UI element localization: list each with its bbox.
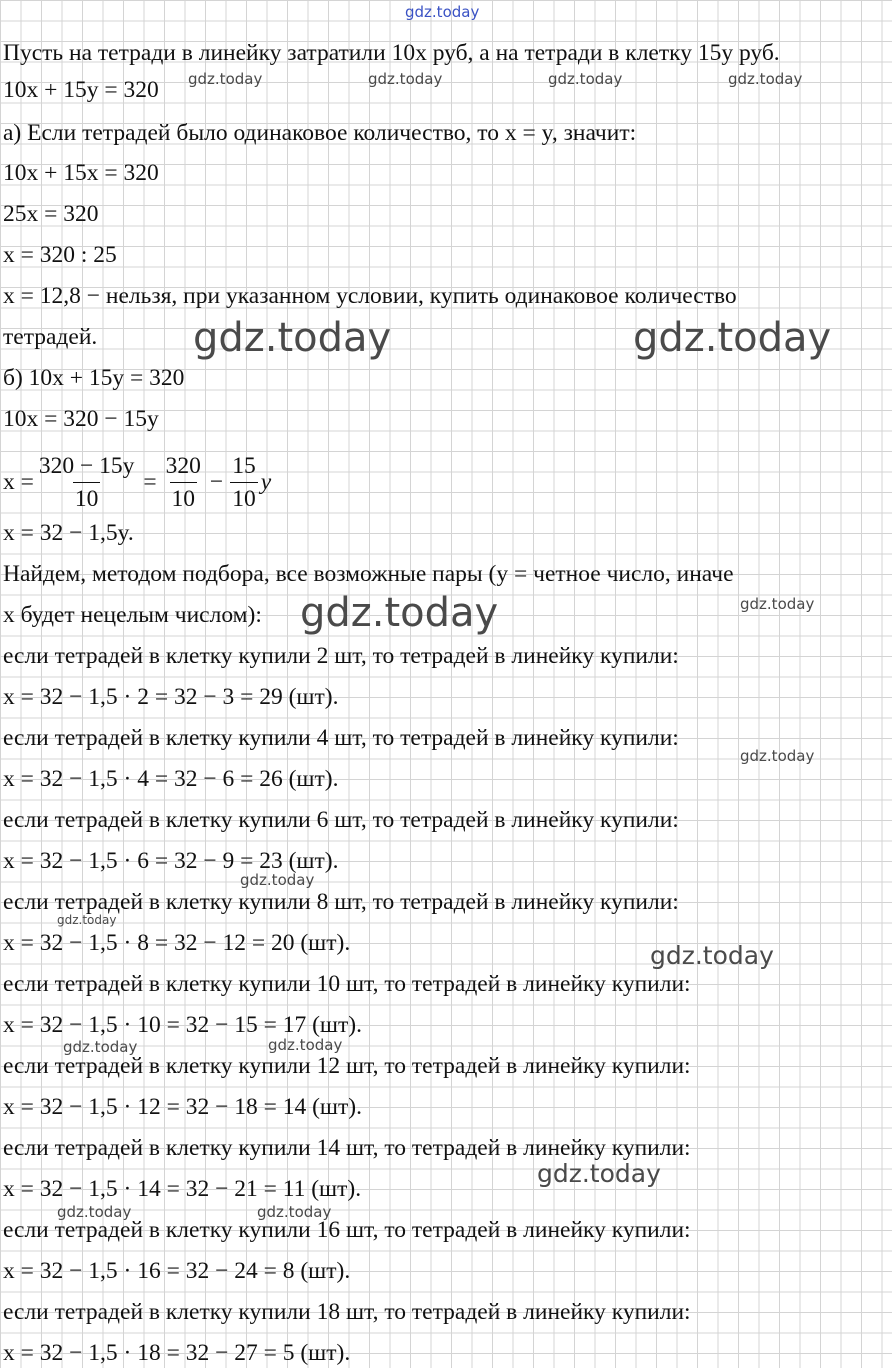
watermark: gdz.today bbox=[368, 70, 443, 88]
pair-answer: x = 32 − 1,5 · 2 = 32 − 3 = 29 (шт). bbox=[3, 684, 339, 710]
fraction-2-numerator: 320 bbox=[165, 452, 201, 479]
watermark: gdz.today bbox=[633, 315, 832, 361]
text-line: Найдем, методом подбора, все возможные пары (y = четное число, иначе bbox=[3, 561, 734, 587]
fraction-equation bbox=[3, 447, 271, 517]
pair-answer: x = 32 − 1,5 · 6 = 32 − 9 = 23 (шт). bbox=[3, 848, 339, 874]
minus-sign: − bbox=[209, 468, 224, 495]
fraction-1-denominator: 10 bbox=[73, 482, 101, 513]
watermark: gdz.today bbox=[257, 1203, 332, 1221]
watermark: gdz.today bbox=[240, 871, 315, 889]
pair-question: если тетрадей в клетку купили 8 шт, то тетрадей в линейку купили: bbox=[3, 889, 679, 915]
pair-answer: x = 32 − 1,5 · 16 = 32 − 24 = 8 (шт). bbox=[3, 1258, 351, 1284]
watermark: gdz.today bbox=[548, 70, 623, 88]
fraction-3-numerator: 15 bbox=[232, 452, 256, 479]
pair-question: если тетрадей в клетку купили 4 шт, то тетрадей в линейку купили: bbox=[3, 725, 679, 751]
watermark: gdz.today bbox=[188, 70, 263, 88]
text-line: тетрадей. bbox=[3, 324, 98, 350]
fraction-1 bbox=[37, 452, 137, 513]
pair-question: если тетрадей в клетку купили 10 шт, то тетрадей в линейку купили: bbox=[3, 971, 691, 997]
watermark: gdz.today bbox=[537, 1159, 661, 1188]
fraction-variable: y bbox=[260, 468, 272, 495]
watermark: gdz.today bbox=[650, 941, 774, 970]
equation-line: 25x = 320 bbox=[3, 201, 99, 227]
equation-line: 10x + 15y = 320 bbox=[3, 77, 159, 103]
watermark: gdz.today bbox=[728, 70, 803, 88]
fraction-3-denominator: 10 bbox=[230, 482, 258, 513]
watermark: gdz.today bbox=[740, 747, 815, 765]
pair-question: если тетрадей в клетку купили 12 шт, то тетрадей в линейку купили: bbox=[3, 1053, 691, 1079]
equation-line: x = 320 : 25 bbox=[3, 242, 117, 268]
pair-answer: x = 32 − 1,5 · 18 = 32 − 27 = 5 (шт). bbox=[3, 1340, 351, 1366]
equals-sign: = bbox=[143, 468, 157, 495]
pair-answer: x = 32 − 1,5 · 12 = 32 − 18 = 14 (шт). bbox=[3, 1094, 362, 1120]
fraction-lhs: x = bbox=[3, 468, 34, 495]
watermark: gdz.today bbox=[300, 590, 499, 636]
watermark: gdz.today bbox=[268, 1036, 343, 1054]
fraction-2 bbox=[164, 452, 203, 513]
pair-question: если тетрадей в клетку купили 2 шт, то тетрадей в линейку купили: bbox=[3, 643, 679, 669]
text-line: а) Если тетрадей было одинаковое количество, то x = y, значит: bbox=[3, 120, 637, 146]
pair-question: если тетрадей в клетку купили 6 шт, то тетрадей в линейку купили: bbox=[3, 807, 679, 833]
equation-line: x = 32 − 1,5y. bbox=[3, 520, 134, 546]
watermark: gdz.today bbox=[57, 913, 117, 927]
watermark-top: gdz.today bbox=[405, 3, 480, 21]
pair-answer: x = 32 − 1,5 · 4 = 32 − 6 = 26 (шт). bbox=[3, 766, 339, 792]
watermark: gdz.today bbox=[63, 1038, 138, 1056]
pair-answer: x = 32 − 1,5 · 8 = 32 − 12 = 20 (шт). bbox=[3, 930, 351, 956]
pair-question: если тетрадей в клетку купили 18 шт, то тетрадей в линейку купили: bbox=[3, 1299, 691, 1325]
pair-answer: x = 32 − 1,5 · 10 = 32 − 15 = 17 (шт). bbox=[3, 1012, 362, 1038]
equation-line: 10x = 320 − 15y bbox=[3, 406, 159, 432]
fraction-3 bbox=[230, 452, 258, 513]
text-line: Пусть на тетради в линейку затратили 10x руб, а на тетради в клетку 15y руб. bbox=[3, 40, 780, 66]
watermark: gdz.today bbox=[57, 1203, 132, 1221]
fraction-1-numerator: 320 − 15y bbox=[38, 452, 135, 479]
text-line: x = 12,8 − нельзя, при указанном условии, купить одинаковое количество bbox=[3, 283, 737, 309]
watermark: gdz.today bbox=[740, 595, 815, 613]
pair-answer: x = 32 − 1,5 · 14 = 32 − 21 = 11 (шт). bbox=[3, 1176, 362, 1202]
watermark: gdz.today bbox=[193, 315, 392, 361]
equation-line: б) 10x + 15y = 320 bbox=[3, 365, 185, 391]
pair-question: если тетрадей в клетку купили 16 шт, то тетрадей в линейку купили: bbox=[3, 1217, 691, 1243]
pair-question: если тетрадей в клетку купили 14 шт, то тетрадей в линейку купили: bbox=[3, 1135, 691, 1161]
text-line: x будет нецелым числом): bbox=[3, 602, 262, 628]
equation-line: 10x + 15x = 320 bbox=[3, 160, 159, 186]
fraction-2-denominator: 10 bbox=[170, 482, 198, 513]
